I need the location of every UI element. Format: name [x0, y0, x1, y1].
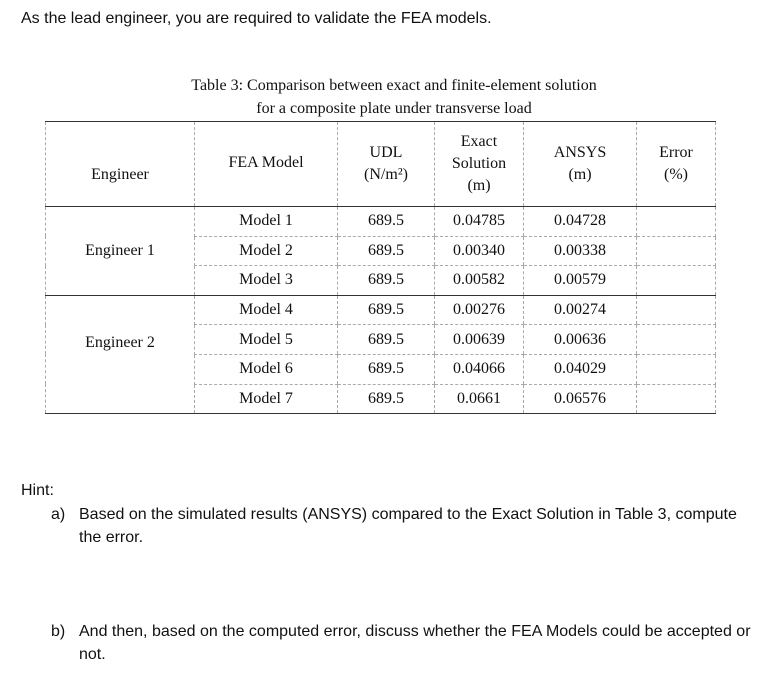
hint-marker: a)	[51, 506, 66, 523]
exact-cell: 0.00276	[435, 295, 524, 325]
ansys-cell: 0.00274	[524, 295, 637, 325]
error-cell	[637, 325, 716, 355]
udl-cell: 689.5	[338, 295, 435, 325]
header-ansys: ANSYS (m)	[524, 122, 637, 207]
table-header-row	[46, 122, 716, 207]
table-row	[46, 295, 716, 325]
udl-cell: 689.5	[338, 384, 435, 414]
model-cell: Model 1	[195, 207, 338, 237]
exact-cell: 0.04785	[435, 207, 524, 237]
model-cell: Model 7	[195, 384, 338, 414]
udl-cell: 689.5	[338, 207, 435, 237]
table-caption	[0, 74, 774, 120]
ansys-cell: 0.00338	[524, 236, 637, 266]
header-fea-model: FEA Model	[195, 122, 338, 207]
error-cell	[637, 295, 716, 325]
ansys-cell: 0.04029	[524, 354, 637, 384]
udl-cell: 689.5	[338, 325, 435, 355]
caption-line-1: Table 3: Comparison between exact and finite-element solution	[191, 77, 597, 94]
hint-title: Hint:	[21, 482, 54, 499]
header-udl: UDL (N/m²)	[338, 122, 435, 207]
intro-text: As the lead engineer, you are required to validate the FEA models.	[21, 10, 492, 27]
error-cell	[637, 354, 716, 384]
error-cell	[637, 236, 716, 266]
exact-cell: 0.0661	[435, 384, 524, 414]
error-cell	[637, 207, 716, 237]
udl-cell: 689.5	[338, 354, 435, 384]
model-cell: Model 4	[195, 295, 338, 325]
error-cell	[637, 266, 716, 296]
exact-cell: 0.00639	[435, 325, 524, 355]
exact-cell: 0.00582	[435, 266, 524, 296]
ansys-cell: 0.06576	[524, 384, 637, 414]
header-error: Error (%)	[637, 122, 716, 207]
udl-cell: 689.5	[338, 266, 435, 296]
hint-text: Based on the simulated results (ANSYS) compared to the Exact Solution in Table 3, compute the error.	[79, 506, 737, 546]
header-engineer: Engineer	[46, 122, 195, 207]
engineer-cell: Engineer 1	[46, 207, 195, 296]
error-cell	[637, 384, 716, 414]
header-exact-solution: Exact Solution (m)	[435, 122, 524, 207]
exact-cell: 0.00340	[435, 236, 524, 266]
table-row	[46, 207, 716, 237]
hint-text: And then, based on the computed error, discuss whether the FEA Models could be accepted or not.	[79, 623, 751, 663]
exact-cell: 0.04066	[435, 354, 524, 384]
comparison-table	[45, 121, 716, 414]
model-cell: Model 2	[195, 236, 338, 266]
model-cell: Model 5	[195, 325, 338, 355]
model-cell: Model 3	[195, 266, 338, 296]
ansys-cell: 0.00579	[524, 266, 637, 296]
hint-marker: b)	[51, 623, 66, 640]
model-cell: Model 6	[195, 354, 338, 384]
udl-cell: 689.5	[338, 236, 435, 266]
ansys-cell: 0.00636	[524, 325, 637, 355]
ansys-cell: 0.04728	[524, 207, 637, 237]
caption-line-2: for a composite plate under transverse load	[256, 100, 532, 117]
engineer-cell: Engineer 2	[46, 295, 195, 413]
